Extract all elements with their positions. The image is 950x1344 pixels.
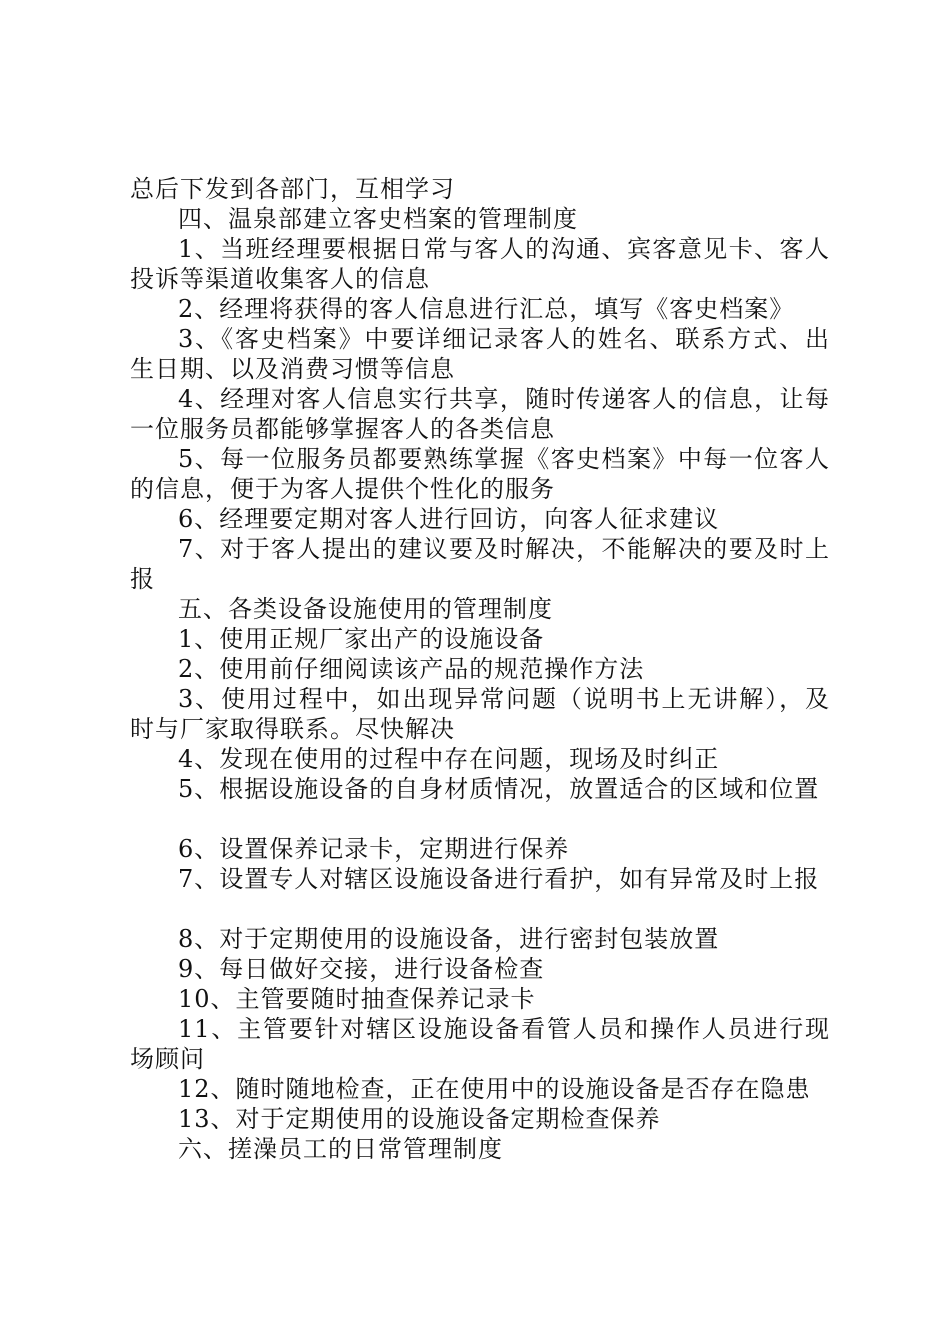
paragraph: 1、使用正规厂家出产的设施设备 bbox=[178, 625, 545, 653]
paragraph: 2、经理将获得的客人信息进行汇总，填写《客史档案》 bbox=[178, 295, 795, 323]
paragraph: 3、使用过程中，如出现异常问题（说明书上无讲解），及时与厂家取得联系。尽快解决 bbox=[130, 685, 830, 743]
paragraph: 11、主管要针对辖区设施设备看管人员和操作人员进行现场顾问 bbox=[130, 1015, 830, 1073]
paragraph: 8、对于定期使用的设施设备，进行密封包装放置 bbox=[178, 925, 720, 953]
paragraph: 4、发现在使用的过程中存在问题，现场及时纠正 bbox=[178, 745, 720, 773]
section-heading: 五、各类设备设施使用的管理制度 bbox=[178, 595, 553, 623]
section-heading: 四、温泉部建立客史档案的管理制度 bbox=[178, 205, 578, 233]
paragraph: 10、主管要随时抽查保养记录卡 bbox=[178, 985, 536, 1013]
paragraph: 7、设置专人对辖区设施设备进行看护，如有异常及时上报 bbox=[178, 865, 820, 893]
paragraph: 5、根据设施设备的自身材质情况，放置适合的区域和位置 bbox=[178, 775, 820, 803]
document-body bbox=[130, 174, 830, 1164]
paragraph: 5、每一位服务员都要熟练掌握《客史档案》中每一位客人的信息，便于为客人提供个性化的服务 bbox=[130, 445, 830, 503]
paragraph: 总后下发到各部门，互相学习 bbox=[130, 175, 455, 203]
paragraph: 4、经理对客人信息实行共享，随时传递客人的信息，让每一位服务员都能够掌握客人的各类信息 bbox=[130, 385, 830, 443]
paragraph: 3、《客史档案》中要详细记录客人的姓名、联系方式、出生日期、以及消费习惯等信息 bbox=[130, 325, 830, 383]
blank-line bbox=[130, 894, 830, 924]
section-heading: 六、搓澡员工的日常管理制度 bbox=[178, 1135, 503, 1163]
paragraph: 1、当班经理要根据日常与客人的沟通、宾客意见卡、客人投诉等渠道收集客人的信息 bbox=[130, 235, 830, 293]
paragraph: 12、随时随地检查，正在使用中的设施设备是否存在隐患 bbox=[178, 1075, 811, 1103]
blank-line bbox=[130, 804, 830, 834]
paragraph: 13、对于定期使用的设施设备定期检查保养 bbox=[178, 1105, 661, 1133]
paragraph: 2、使用前仔细阅读该产品的规范操作方法 bbox=[178, 655, 645, 683]
paragraph: 7、对于客人提出的建议要及时解决，不能解决的要及时上报 bbox=[130, 535, 830, 593]
paragraph: 6、经理要定期对客人进行回访，向客人征求建议 bbox=[178, 505, 720, 533]
paragraph: 9、每日做好交接，进行设备检查 bbox=[178, 955, 545, 983]
paragraph: 6、设置保养记录卡，定期进行保养 bbox=[178, 835, 570, 863]
